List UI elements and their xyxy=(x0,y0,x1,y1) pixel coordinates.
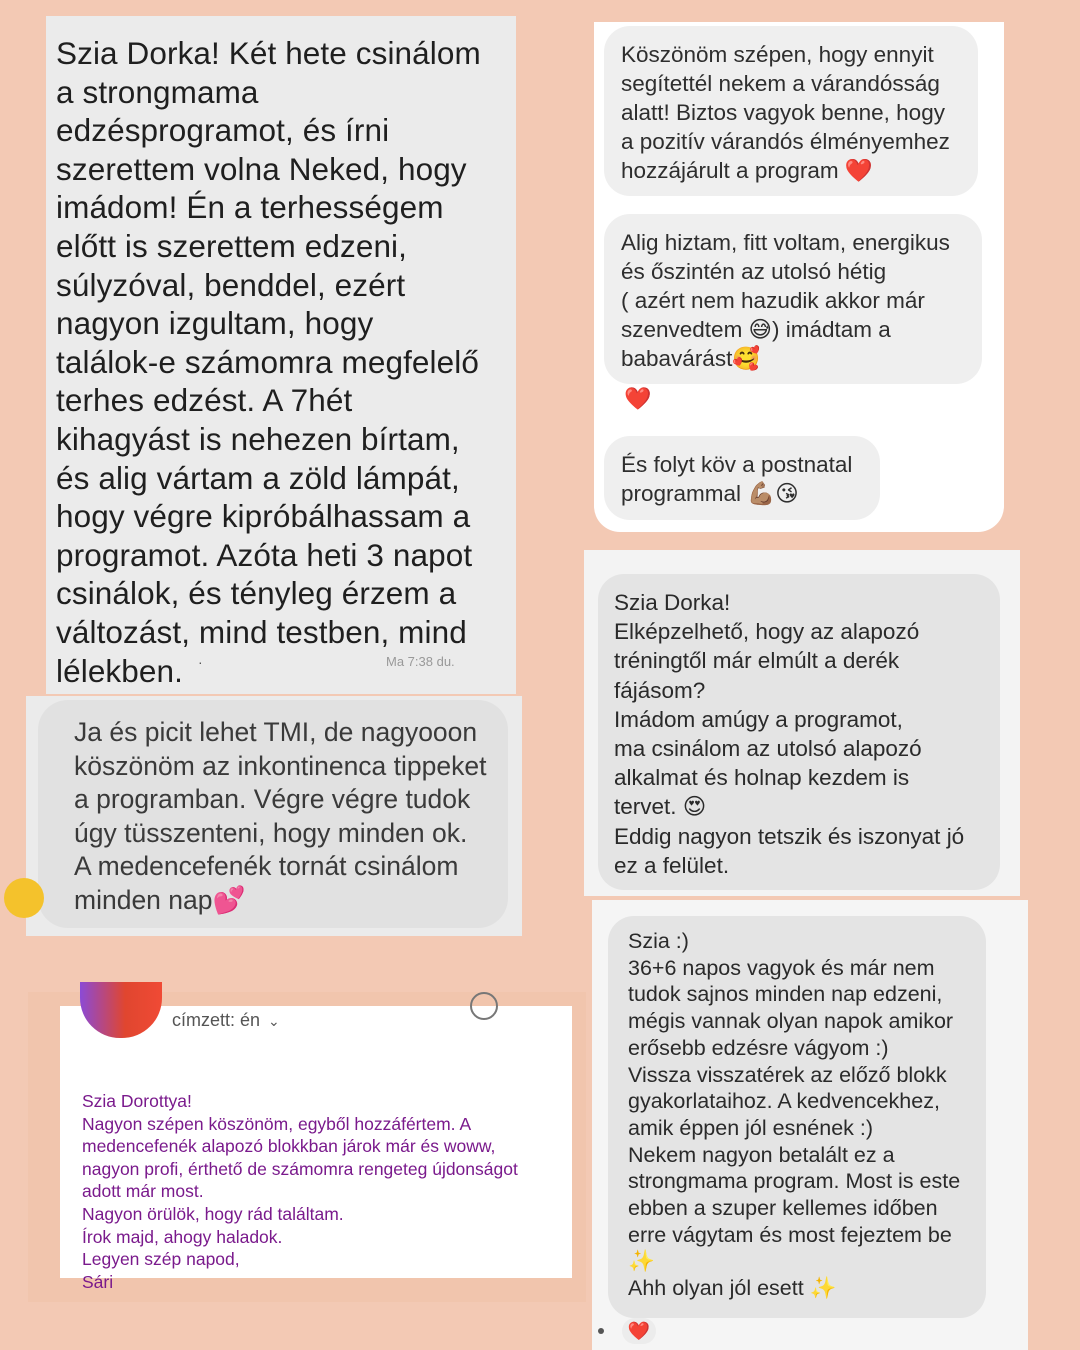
message-line: minden nap💕 xyxy=(74,884,246,915)
email-line: Nagyon szépen köszönöm, egyből hozzáfértem. A xyxy=(82,1113,472,1134)
message-line: programmal 💪🏽😘 xyxy=(621,481,799,506)
email-body xyxy=(82,1090,518,1293)
message-line: előtt is szerettem edzeni, xyxy=(56,227,408,264)
recipient-label: címzett: én xyxy=(172,1010,261,1030)
message-line: gyakorlataihoz. A kedvencekhez, xyxy=(628,1089,940,1114)
testimonial-card-2 xyxy=(26,696,522,936)
message-line: úgy tüsszenteni, hogy minden ok. xyxy=(74,817,468,848)
message-text xyxy=(621,40,950,185)
emoji-face-icon xyxy=(4,878,44,918)
testimonial-card-5 xyxy=(592,900,1028,1350)
message-text xyxy=(614,588,964,880)
message-line: imádom! Én a terhességem xyxy=(56,189,444,226)
message-bubble xyxy=(598,574,1000,890)
message-line: kihagyást is nehezen bírtam, xyxy=(56,420,460,457)
message-bubble xyxy=(604,214,982,384)
email-line: Legyen szép napod, xyxy=(82,1249,240,1270)
message-line: amik éppen jól esnének :) xyxy=(628,1115,874,1140)
message-text xyxy=(621,450,852,508)
message-bubble xyxy=(604,436,880,520)
message-line: segítettél nekem a várandósság xyxy=(621,71,940,96)
message-line: hozzájárult a program ❤️ xyxy=(621,158,873,183)
message-line: programot. Azóta heti 3 napot xyxy=(56,536,473,573)
avatar[interactable] xyxy=(80,982,162,1038)
message-line: 36+6 napos vagyok és már nem xyxy=(628,955,935,980)
message-line: tervet. 😍 xyxy=(614,794,707,820)
message-line: nagyon izgultam, hogy xyxy=(56,305,374,342)
message-line: találok-e számomra megfelelő xyxy=(56,343,479,380)
status-dot: · xyxy=(198,654,203,670)
email-line: adott már most. xyxy=(82,1181,204,1202)
message-line: alkalmat és holnap kezdem is xyxy=(614,765,910,791)
message-line: lélekben. xyxy=(56,652,183,689)
message-line: Nekem nagyon betalált ez a xyxy=(628,1142,895,1167)
message-line: Imádom amúgy a programot, xyxy=(614,706,903,732)
message-line: Ahh olyan jól esett ✨ xyxy=(628,1276,837,1301)
email-line: Nagyon örülök, hogy rád találtam. xyxy=(82,1203,344,1224)
message-text xyxy=(621,228,950,373)
message-line: hogy végre kipróbálhassam a xyxy=(56,498,471,535)
message-line: ✨ xyxy=(628,1249,655,1274)
message-line: mégis vannak olyan napok amikor xyxy=(628,1009,954,1034)
message-line: És folyt köv a postnatal xyxy=(621,452,853,477)
message-line: babavárást🥰 xyxy=(621,346,761,371)
message-line: és őszintén az utolsó hétig xyxy=(621,259,887,284)
testimonial-card-4 xyxy=(584,550,1020,896)
message-line: Szia Dorka! xyxy=(614,590,731,615)
message-line: Köszönöm szépen, hogy ennyit xyxy=(621,42,934,67)
status-dot xyxy=(598,1328,604,1334)
card-edge xyxy=(516,16,522,694)
message-line: Elképzelhető, hogy az alapozó xyxy=(614,619,920,645)
message-line: terhes edzést. A 7hét xyxy=(56,382,353,419)
heart-reaction-icon[interactable]: ❤️ xyxy=(622,1318,656,1344)
chevron-down-icon: ⌄ xyxy=(268,1013,280,1029)
message-line: edzésprogramot, és írni xyxy=(56,112,390,149)
message-line: A medencefenék tornát csinálom xyxy=(74,851,459,881)
email-line: medencefenék alapozó blokkban járok már és woww, xyxy=(82,1136,496,1157)
message-line: szerettem volna Neked, hogy xyxy=(56,150,467,187)
message-timestamp: Ma 7:38 du. xyxy=(386,654,455,669)
email-line: nagyon profi, érthető de számomra rengeteg újdonságot xyxy=(82,1158,518,1179)
email-line: Szia Dorottya! xyxy=(82,1091,192,1111)
message-line: köszönöm az inkontinenca tippeket xyxy=(74,750,487,781)
message-line: tudok sajnos minden nap edzeni, xyxy=(628,982,943,1007)
message-bubble xyxy=(38,700,508,928)
email-line: Írok majd, ahogy haladok. xyxy=(82,1226,283,1247)
message-text xyxy=(628,928,960,1302)
message-text xyxy=(56,34,481,690)
message-line: ez a felület. xyxy=(614,852,730,878)
message-line: szenvedtem 😅) imádtam a xyxy=(621,317,891,342)
message-line: ma csinálom az utolsó alapozó xyxy=(614,736,922,762)
message-line: Ja és picit lehet TMI, de nagyooon xyxy=(74,717,478,747)
message-line: erősebb edzésre vágyom :) xyxy=(628,1035,889,1060)
message-line: csinálok, és tényleg érzem a xyxy=(56,575,457,612)
message-line: tréningtől már elmúlt a derék xyxy=(614,648,900,674)
message-line: Szia :) xyxy=(628,929,689,953)
testimonial-card-6-email xyxy=(28,992,586,1302)
message-bubble xyxy=(608,916,986,1318)
message-line: változást, mind testben, mind xyxy=(56,613,467,650)
testimonial-card-1 xyxy=(46,16,522,694)
message-line: Alig hiztam, fitt voltam, energikus xyxy=(621,230,950,255)
message-line: ( azért nem hazudik akkor már xyxy=(621,288,925,313)
circle-icon[interactable] xyxy=(470,992,498,1020)
email-line: Sári xyxy=(82,1271,114,1292)
message-line: alatt! Biztos vagyok benne, hogy xyxy=(621,100,945,125)
message-line: ebben a szuper kellemes időben xyxy=(628,1196,938,1221)
message-line: Eddig nagyon tetszik és iszonyat jó xyxy=(614,823,965,849)
recipient-dropdown[interactable] xyxy=(172,1010,280,1031)
message-line: Szia Dorka! Két hete csinálom xyxy=(56,35,481,71)
message-line: a programban. Végre végre tudok xyxy=(74,784,471,814)
message-bubble xyxy=(604,26,978,196)
message-line: a pozitív várandós élményemhez xyxy=(621,129,950,154)
message-line: a strongmama xyxy=(56,73,259,110)
heart-reaction-icon[interactable]: ❤️ xyxy=(624,386,652,411)
message-line: fájásom? xyxy=(614,677,706,703)
message-line: súlyzóval, benddel, ezért xyxy=(56,266,406,303)
email-view xyxy=(60,1006,572,1292)
message-text xyxy=(74,716,486,917)
message-line: erre vágytam és most fejeztem be xyxy=(628,1222,952,1247)
message-line: Vissza visszatérek az előző blokk xyxy=(628,1062,947,1087)
message-line: strongmama program. Most is este xyxy=(628,1169,961,1194)
testimonial-card-3 xyxy=(594,22,1004,532)
message-line: és alig vártam a zöld lámpát, xyxy=(56,459,460,496)
